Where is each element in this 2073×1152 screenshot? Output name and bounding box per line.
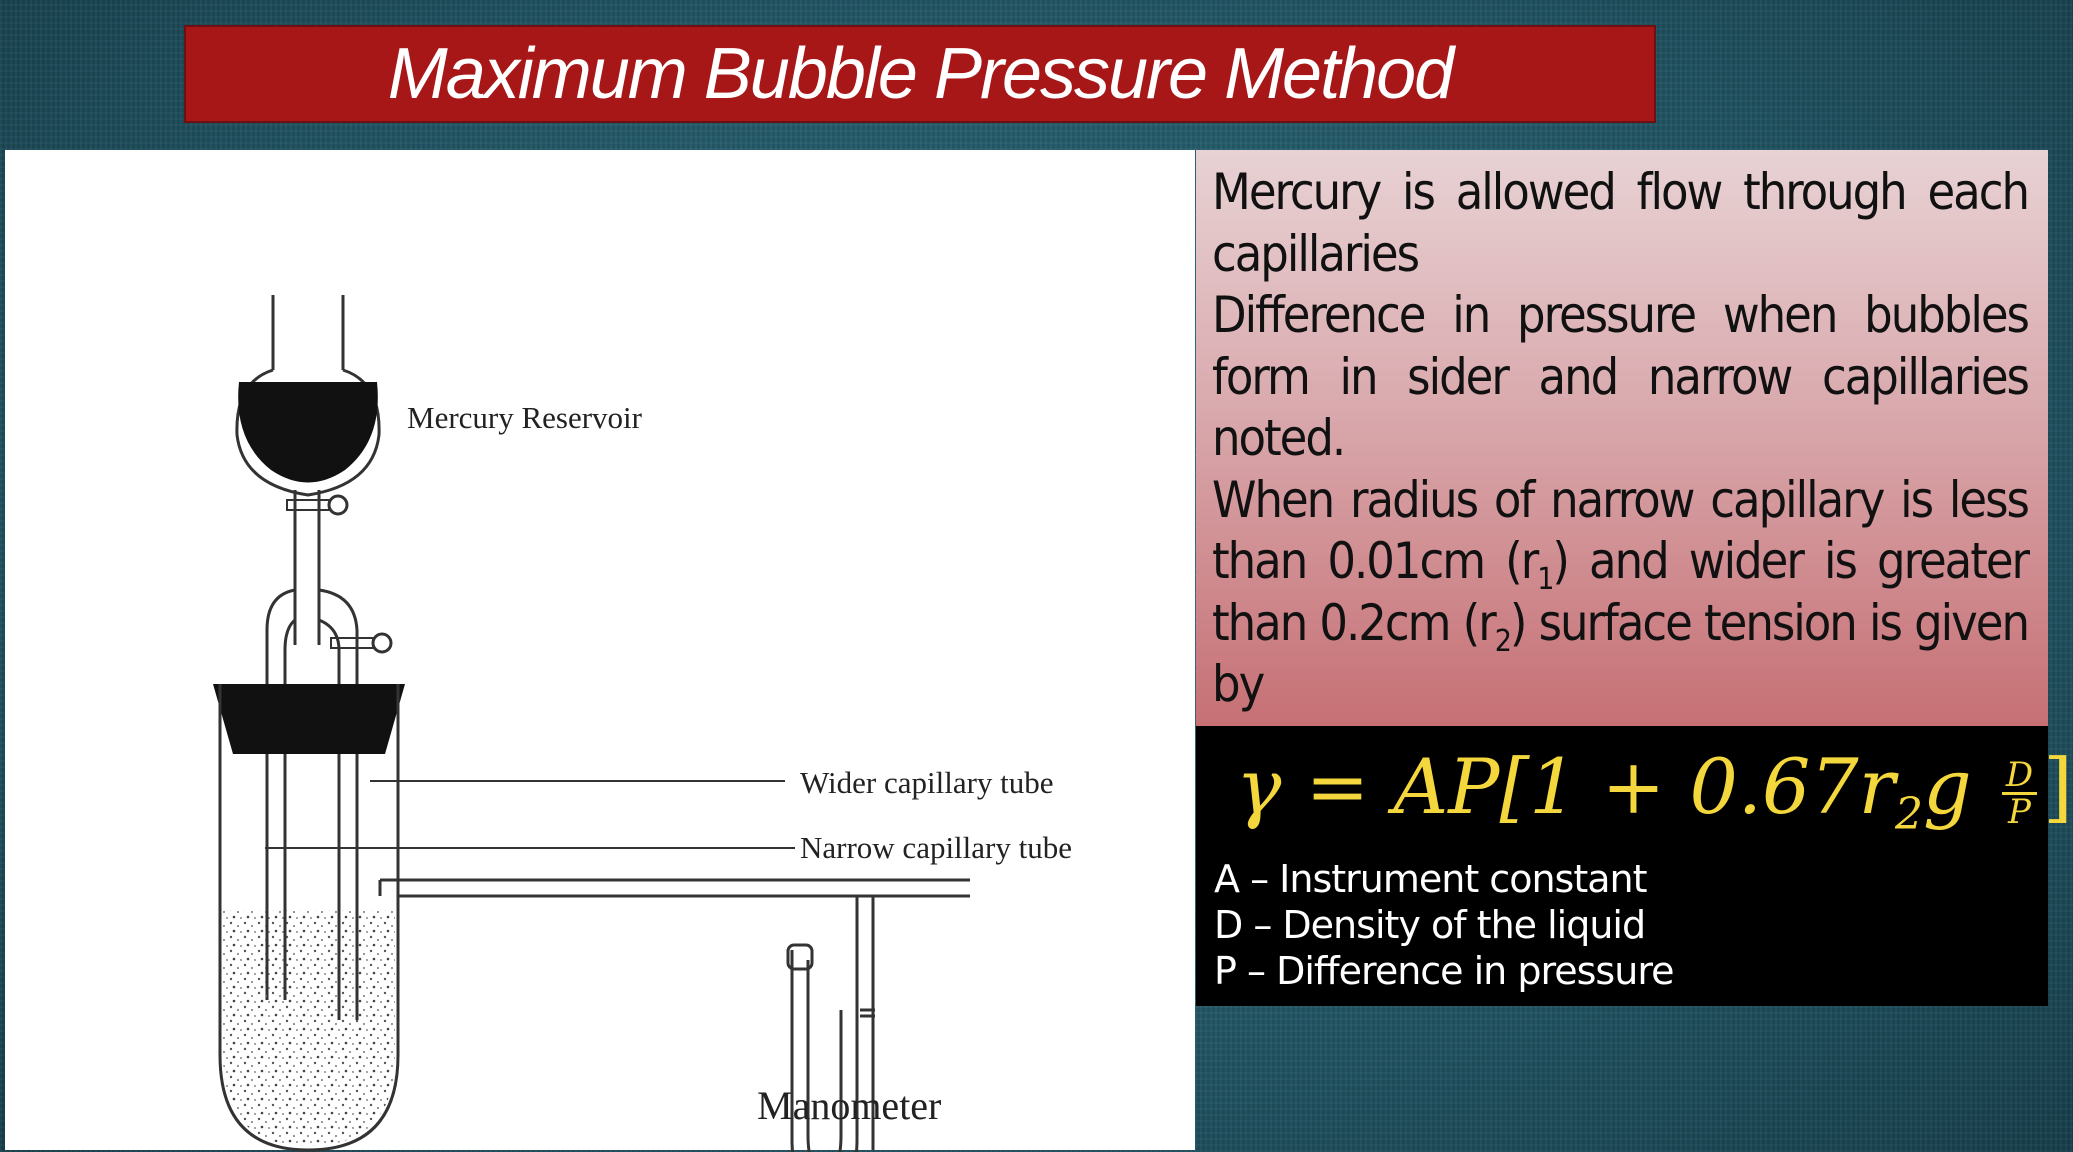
title-bar — [184, 25, 1656, 123]
info-paragraph-3b: ) and wider is greater than 0.2cm (r — [1212, 532, 2029, 652]
label-manometer: Manometer — [757, 1083, 942, 1128]
formula-lhs: γ = AP[1 + 0.67r — [1236, 742, 1895, 831]
formula-g: g — [1923, 742, 1972, 831]
variable-legend — [1214, 856, 1673, 994]
formula-fraction — [2002, 754, 2037, 832]
legend-item-d: D – Density of the liquid — [1214, 903, 1646, 947]
formula-panel — [1196, 726, 2073, 1006]
label-narrow-capillary: Narrow capillary tube — [800, 830, 1072, 865]
formula-close-bracket: ] — [2043, 742, 2073, 831]
r1-subscript: 1 — [1537, 562, 1553, 597]
surface-tension-formula — [1236, 742, 2073, 840]
legend-item-a: A – Instrument constant — [1214, 857, 1647, 901]
fraction-numerator: D — [2002, 758, 2037, 795]
info-paragraph-3a: When radius of narrow capillary is less than 0.01cm (r — [1212, 470, 2028, 590]
info-paragraph-2: Difference in pressure when bubbles form in sider and narrow capillaries noted. — [1212, 286, 2028, 467]
info-paragraph-3c: ) surface tension is given by — [1212, 593, 2028, 713]
fraction-denominator: P — [2008, 791, 2031, 832]
info-panel — [1196, 150, 2048, 726]
label-mercury-reservoir: Mercury Reservoir — [407, 400, 642, 435]
apparatus-svg — [5, 150, 1195, 1150]
r2-subscript: 2 — [1494, 623, 1510, 659]
rubber-stopper — [213, 684, 405, 754]
apparatus-diagram — [5, 150, 1195, 1150]
mercury-reservoir — [237, 295, 379, 495]
label-wider-capillary: Wider capillary tube — [800, 765, 1054, 800]
info-text — [1212, 162, 2028, 716]
formula-subscript: 2 — [1895, 789, 1923, 841]
legend-item-p: P – Difference in pressure — [1214, 949, 1674, 993]
info-paragraph-1: Mercury is allowed flow through each capillaries — [1212, 163, 2028, 283]
slide-title: Maximum Bubble Pressure Method — [387, 34, 1453, 114]
